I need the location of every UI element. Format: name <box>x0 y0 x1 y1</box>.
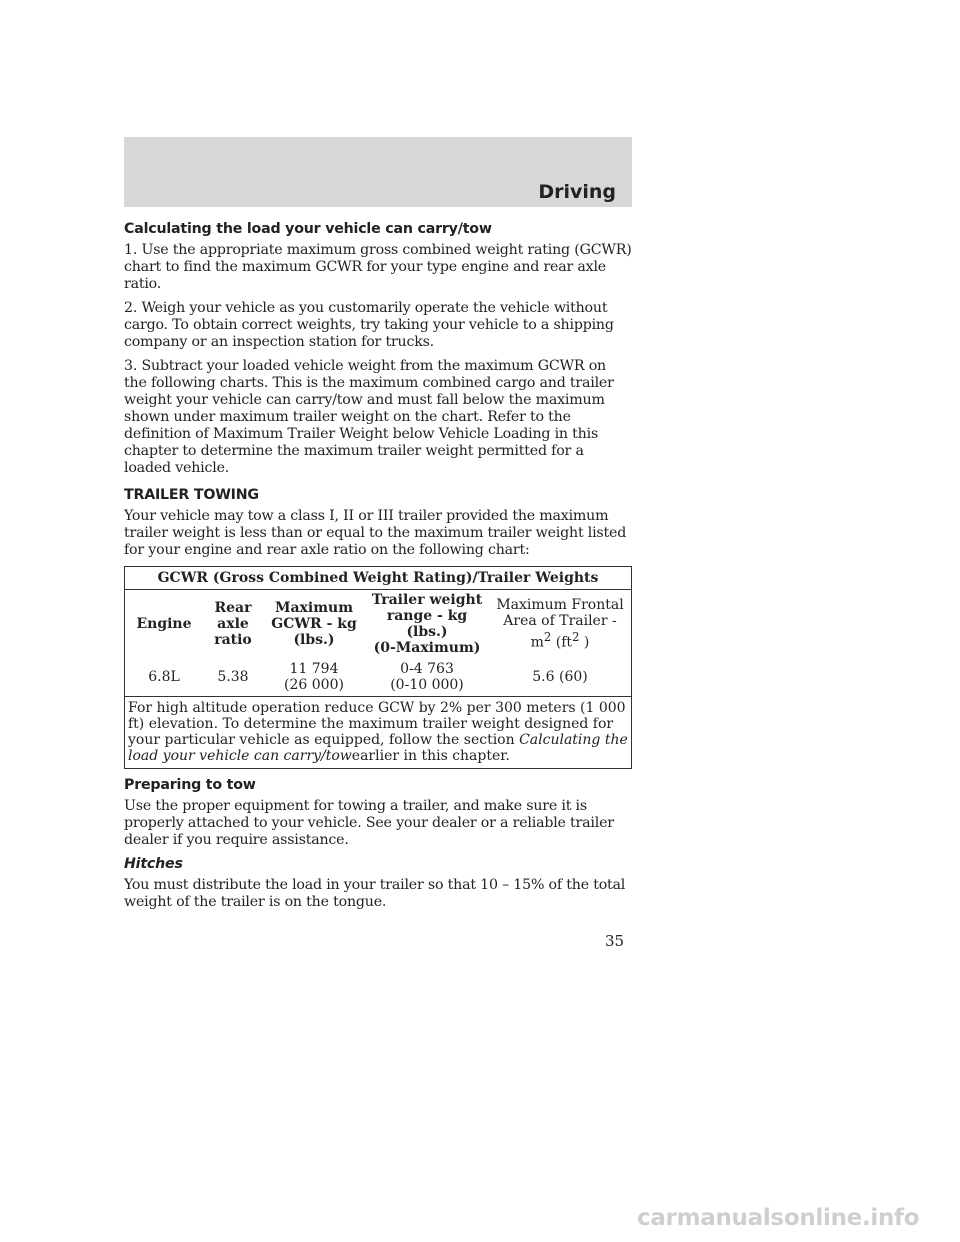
page-number: 35 <box>605 932 625 950</box>
towing-heading: TRAILER TOWING <box>124 487 259 503</box>
watermark-text: carmanualsonline.info <box>637 1205 920 1231</box>
cell-gcwr: 11 794 (26 000) <box>263 658 365 697</box>
cell-frontal-area: 5.6 (60) <box>489 658 632 697</box>
preparing-text: Use the proper equipment for towing a trailer, and make sure it is properly attached to your vehicle. See your dealer or a reliable trailer dealer if you require assistance. <box>124 798 614 848</box>
calc-step-1: 1. Use the appropriate maximum gross combined weight rating (GCWR) chart to find the maximum GCWR for your type engine and rear axle ratio. <box>124 242 632 292</box>
calc-step-3: 3. Subtract your loaded vehicle weight from the maximum GCWR on the following charts. This is the maximum combined cargo and trailer weight your vehicle can carry/tow and must fall below the maximum shown under maximum trailer weight on the chart. Refer to the definition of Maximum Trailer Weight below Vehicle Loading in this chapter to determine the maximum trailer weight permitted for a loaded vehicle. <box>124 358 614 476</box>
towing-intro: Your vehicle may tow a class I, II or III trailer provided the maximum trailer weight is less than or equal to the maximum trailer weight listed for your engine and rear axle ratio on the following chart: <box>124 508 627 558</box>
table-note: For high altitude operation reduce GCW by 2% per 300 meters (1 000 ft) elevation. To determine the maximum trailer weight designed for your particular vehicle as equipped, follow the section Calculating the load your vehicle can carry/towearlier in this chapter. <box>125 697 632 769</box>
header-axle: Rear axle ratio <box>214 600 252 648</box>
gcwr-table <box>124 566 632 769</box>
header-engine: Engine <box>125 590 204 659</box>
preparing-heading: Preparing to tow <box>124 777 256 793</box>
header-gcwr: Maximum GCWR - kg (lbs.) <box>271 600 357 648</box>
hitches-text: You must distribute the load in your trailer so that 10 – 15% of the total weight of the trailer is on the tongue. <box>124 877 626 910</box>
table-row <box>125 658 632 697</box>
cell-trailer-weight: 0-4 763 (0-10 000) <box>365 658 489 697</box>
cell-axle: 5.38 <box>203 658 263 697</box>
calc-heading: Calculating the load your vehicle can carry/tow <box>124 221 492 237</box>
section-header-band <box>124 137 632 207</box>
section-title: Driving <box>538 181 616 203</box>
header-frontal-area: Maximum Frontal Area of Trailer - $m^2$ ($ft^2$ ) <box>489 590 632 659</box>
calc-step-2: 2. Weigh your vehicle as you customarily operate the vehicle without cargo. To obtain correct weights, try taking your vehicle to a shipping company or an inspection station for trucks. <box>124 300 614 350</box>
hitches-heading: Hitches <box>124 856 183 872</box>
table-caption: GCWR (Gross Combined Weight Rating)/Trailer Weights <box>125 567 632 590</box>
header-trailer-weight: Trailer weight range - kg (lbs.) (0-Maximum) <box>371 592 483 656</box>
page-content <box>124 221 632 918</box>
cell-engine: 6.8L <box>125 658 204 697</box>
